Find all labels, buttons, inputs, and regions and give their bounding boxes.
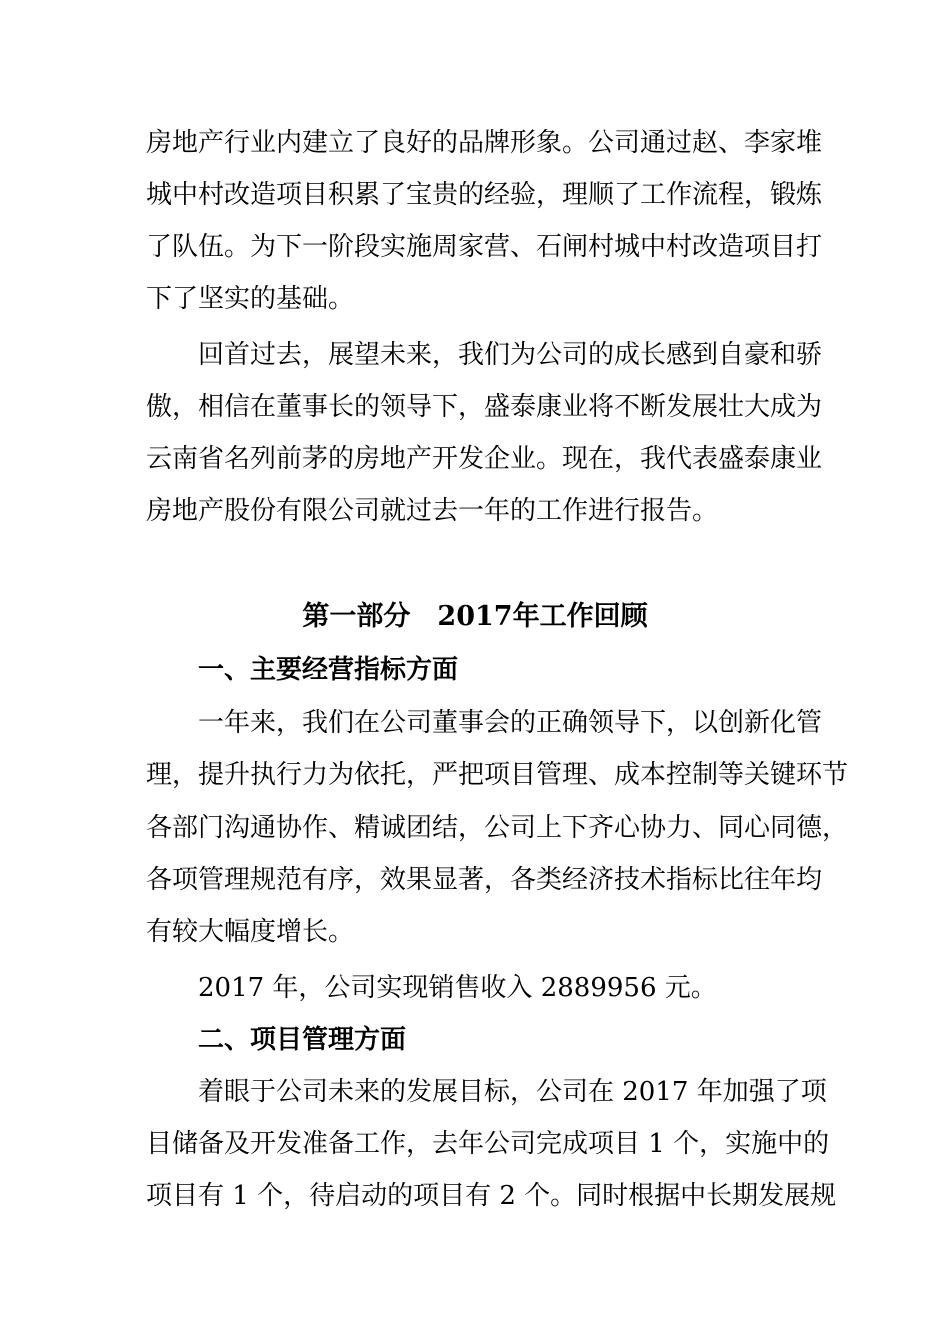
- paragraph-line: 了队伍。为下一阶段实施周家营、石闸村城中村改造项目打: [146, 232, 823, 262]
- paragraph-line: 项目有 1 个，待启动的项目有 2 个。同时根据中长期发展规: [146, 1181, 837, 1211]
- paragraph-line: 着眼于公司未来的发展目标，公司在 2017 年加强了项: [198, 1077, 827, 1107]
- paragraph-line: 一年来，我们在公司董事会的正确领导下，以创新化管: [198, 708, 823, 738]
- paragraph-line: 回首过去，展望未来，我们为公司的成长感到自豪和骄: [198, 340, 823, 370]
- paragraph-line: 各部门沟通协作、精诚团结，公司上下齐心协力、同心同德，: [146, 813, 849, 843]
- paragraph-line: 下了坚实的基础。: [146, 284, 355, 314]
- paragraph-line: 云南省名列前茅的房地产开发企业。现在，我代表盛泰康业: [146, 444, 823, 474]
- paragraph-line: 城中村改造项目积累了宝贵的经验，理顺了工作流程，锻炼: [146, 180, 823, 210]
- paragraph-line: 各项管理规范有序，效果显著，各类经济技术指标比往年均: [146, 865, 823, 895]
- section-title: 第一部分 2017年工作回顾: [302, 601, 648, 632]
- subsection-heading: 一、主要经营指标方面: [198, 655, 459, 685]
- sales-revenue-line: 2017 年，公司实现销售收入 2889956 元。: [198, 973, 717, 1003]
- paragraph-line: 理，提升执行力为依托，严把项目管理、成本控制等关键环节: [146, 760, 849, 790]
- paragraph-line: 房地产行业内建立了良好的品牌形象。公司通过赵、李家堆: [146, 128, 823, 158]
- paragraph-line: 目储备及开发准备工作，去年公司完成项目 1 个，实施中的: [146, 1129, 830, 1159]
- paragraph-line: 房地产股份有限公司就过去一年的工作进行报告。: [146, 496, 719, 526]
- paragraph-line: 傲，相信在董事长的领导下，盛泰康业将不断发展壮大成为: [146, 392, 823, 422]
- paragraph-line: 有较大幅度增长。: [146, 917, 355, 947]
- subsection-heading: 二、项目管理方面: [198, 1025, 407, 1055]
